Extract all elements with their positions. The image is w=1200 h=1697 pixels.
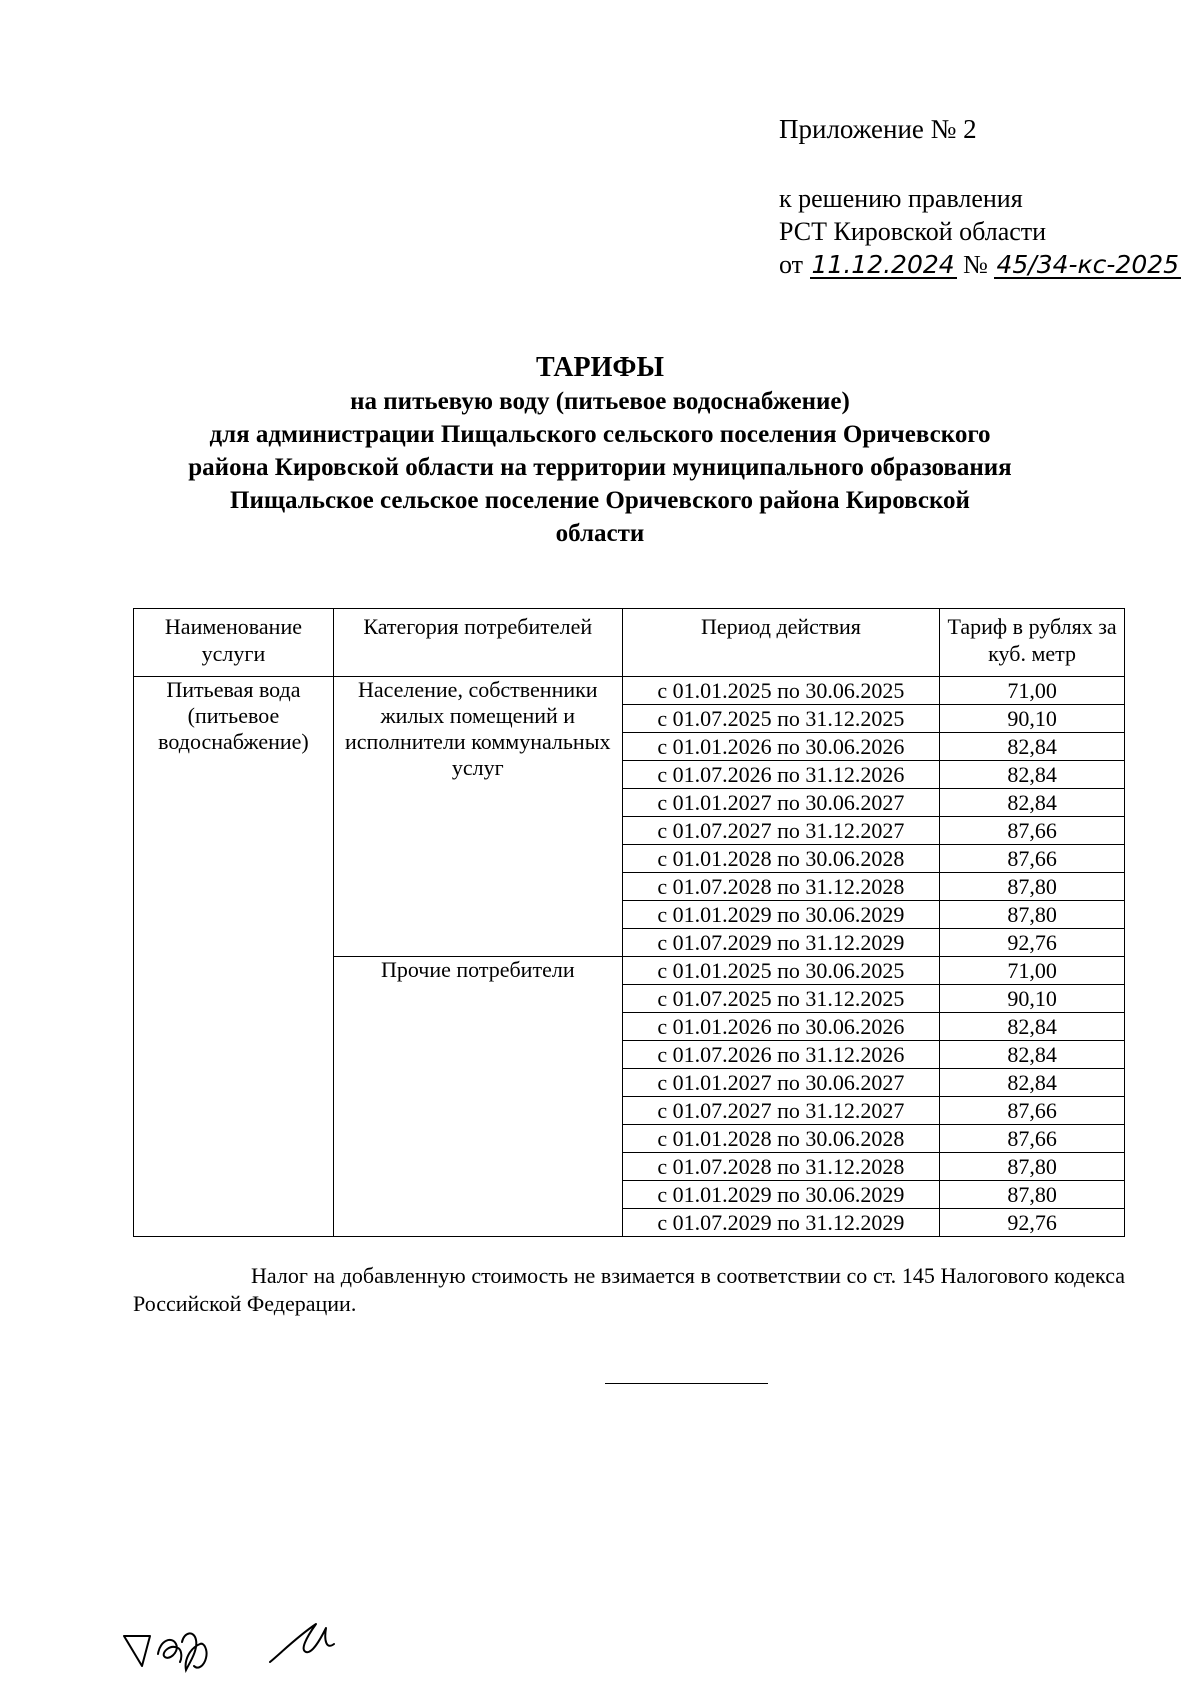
tariff-cell: 87,66 bbox=[940, 1125, 1125, 1153]
signature-initials bbox=[120, 1600, 350, 1675]
period-cell: с 01.01.2027 по 30.06.2027 bbox=[622, 789, 940, 817]
closing-rule bbox=[605, 1383, 768, 1384]
tariff-cell: 71,00 bbox=[940, 957, 1125, 985]
period-cell: с 01.01.2029 по 30.06.2029 bbox=[622, 1181, 940, 1209]
period-cell: с 01.07.2025 по 31.12.2025 bbox=[622, 705, 940, 733]
decision-line-1: к решению правления bbox=[779, 184, 1023, 213]
period-cell: с 01.07.2028 по 31.12.2028 bbox=[622, 873, 940, 901]
period-cell: с 01.01.2025 по 30.06.2025 bbox=[622, 677, 940, 705]
tariff-cell: 92,76 bbox=[940, 929, 1125, 957]
tariff-cell: 82,84 bbox=[940, 1013, 1125, 1041]
tariff-cell: 87,66 bbox=[940, 817, 1125, 845]
category-other: Прочие потребители bbox=[333, 957, 622, 1237]
tariff-cell: 87,80 bbox=[940, 1153, 1125, 1181]
tariff-cell: 90,10 bbox=[940, 985, 1125, 1013]
tariff-cell: 82,84 bbox=[940, 733, 1125, 761]
tariff-cell: 90,10 bbox=[940, 705, 1125, 733]
period-cell: с 01.07.2025 по 31.12.2025 bbox=[622, 985, 940, 1013]
period-cell: с 01.07.2027 по 31.12.2027 bbox=[622, 1097, 940, 1125]
table-header-row bbox=[134, 609, 1125, 677]
decision-line-2: РСТ Кировской области bbox=[779, 217, 1047, 246]
header-period: Период действия bbox=[622, 609, 940, 677]
period-cell: с 01.01.2026 по 30.06.2026 bbox=[622, 1013, 940, 1041]
decision-date: 11.12.2024 bbox=[811, 250, 955, 279]
number-prefix: № bbox=[963, 250, 988, 279]
tariff-cell: 82,84 bbox=[940, 789, 1125, 817]
title-line-3: района Кировской области на территории муниципального образования bbox=[188, 454, 1012, 481]
tariff-table bbox=[133, 608, 1125, 1237]
period-cell: с 01.07.2027 по 31.12.2027 bbox=[622, 817, 940, 845]
period-cell: с 01.07.2026 по 31.12.2026 bbox=[622, 1041, 940, 1069]
vat-note: Налог на добавленную стоимость не взимается в соответствии со ст. 145 Налогового кодекса Российской Федерации. bbox=[133, 1263, 1125, 1316]
period-cell: с 01.07.2029 по 31.12.2029 bbox=[622, 929, 940, 957]
tariff-cell: 87,80 bbox=[940, 901, 1125, 929]
title-line-2: для администрации Пищальского сельского поселения Оричевского bbox=[209, 421, 991, 448]
period-cell: с 01.01.2025 по 30.06.2025 bbox=[622, 957, 940, 985]
period-cell: с 01.01.2026 по 30.06.2026 bbox=[622, 733, 940, 761]
table-row bbox=[134, 677, 1125, 705]
header-service: Наименование услуги bbox=[134, 609, 334, 677]
tariff-cell: 82,84 bbox=[940, 1069, 1125, 1097]
period-cell: с 01.07.2029 по 31.12.2029 bbox=[622, 1209, 940, 1237]
period-cell: с 01.01.2028 по 30.06.2028 bbox=[622, 1125, 940, 1153]
period-cell: с 01.01.2027 по 30.06.2027 bbox=[622, 1069, 940, 1097]
service-name: Питьевая вода (питьевое водоснабжение) bbox=[134, 677, 334, 1237]
tariff-cell: 87,80 bbox=[940, 1181, 1125, 1209]
tariff-cell: 71,00 bbox=[940, 677, 1125, 705]
tariff-cell: 87,66 bbox=[940, 1097, 1125, 1125]
decision-number: 45/34-кс-2025 bbox=[996, 250, 1180, 279]
category-population: Население, собственники жилых помещений и исполнители коммунальных услуг bbox=[333, 677, 622, 957]
title-line-1: на питьевую воду (питьевое водоснабжение) bbox=[350, 388, 850, 415]
document-title bbox=[150, 352, 1050, 549]
tariff-cell: 87,80 bbox=[940, 873, 1125, 901]
date-prefix: от bbox=[779, 250, 804, 279]
header-tariff: Тариф в рублях за куб. метр bbox=[940, 609, 1125, 677]
title-line-5: области bbox=[555, 520, 645, 547]
decision-date-line bbox=[779, 248, 1181, 281]
header-category: Категория потребителей bbox=[333, 609, 622, 677]
period-cell: с 01.07.2028 по 31.12.2028 bbox=[622, 1153, 940, 1181]
period-cell: с 01.07.2026 по 31.12.2026 bbox=[622, 761, 940, 789]
period-cell: с 01.01.2029 по 30.06.2029 bbox=[622, 901, 940, 929]
decision-reference bbox=[779, 182, 1181, 281]
period-cell: с 01.01.2028 по 30.06.2028 bbox=[622, 845, 940, 873]
tariff-cell: 82,84 bbox=[940, 1041, 1125, 1069]
appendix-label: Приложение № 2 bbox=[779, 114, 977, 144]
title-line-4: Пищальское сельское поселение Оричевского района Кировской bbox=[230, 487, 970, 514]
tariff-cell: 87,66 bbox=[940, 845, 1125, 873]
tariff-cell: 82,84 bbox=[940, 761, 1125, 789]
tariff-cell: 92,76 bbox=[940, 1209, 1125, 1237]
title-main: ТАРИФЫ bbox=[536, 352, 664, 383]
